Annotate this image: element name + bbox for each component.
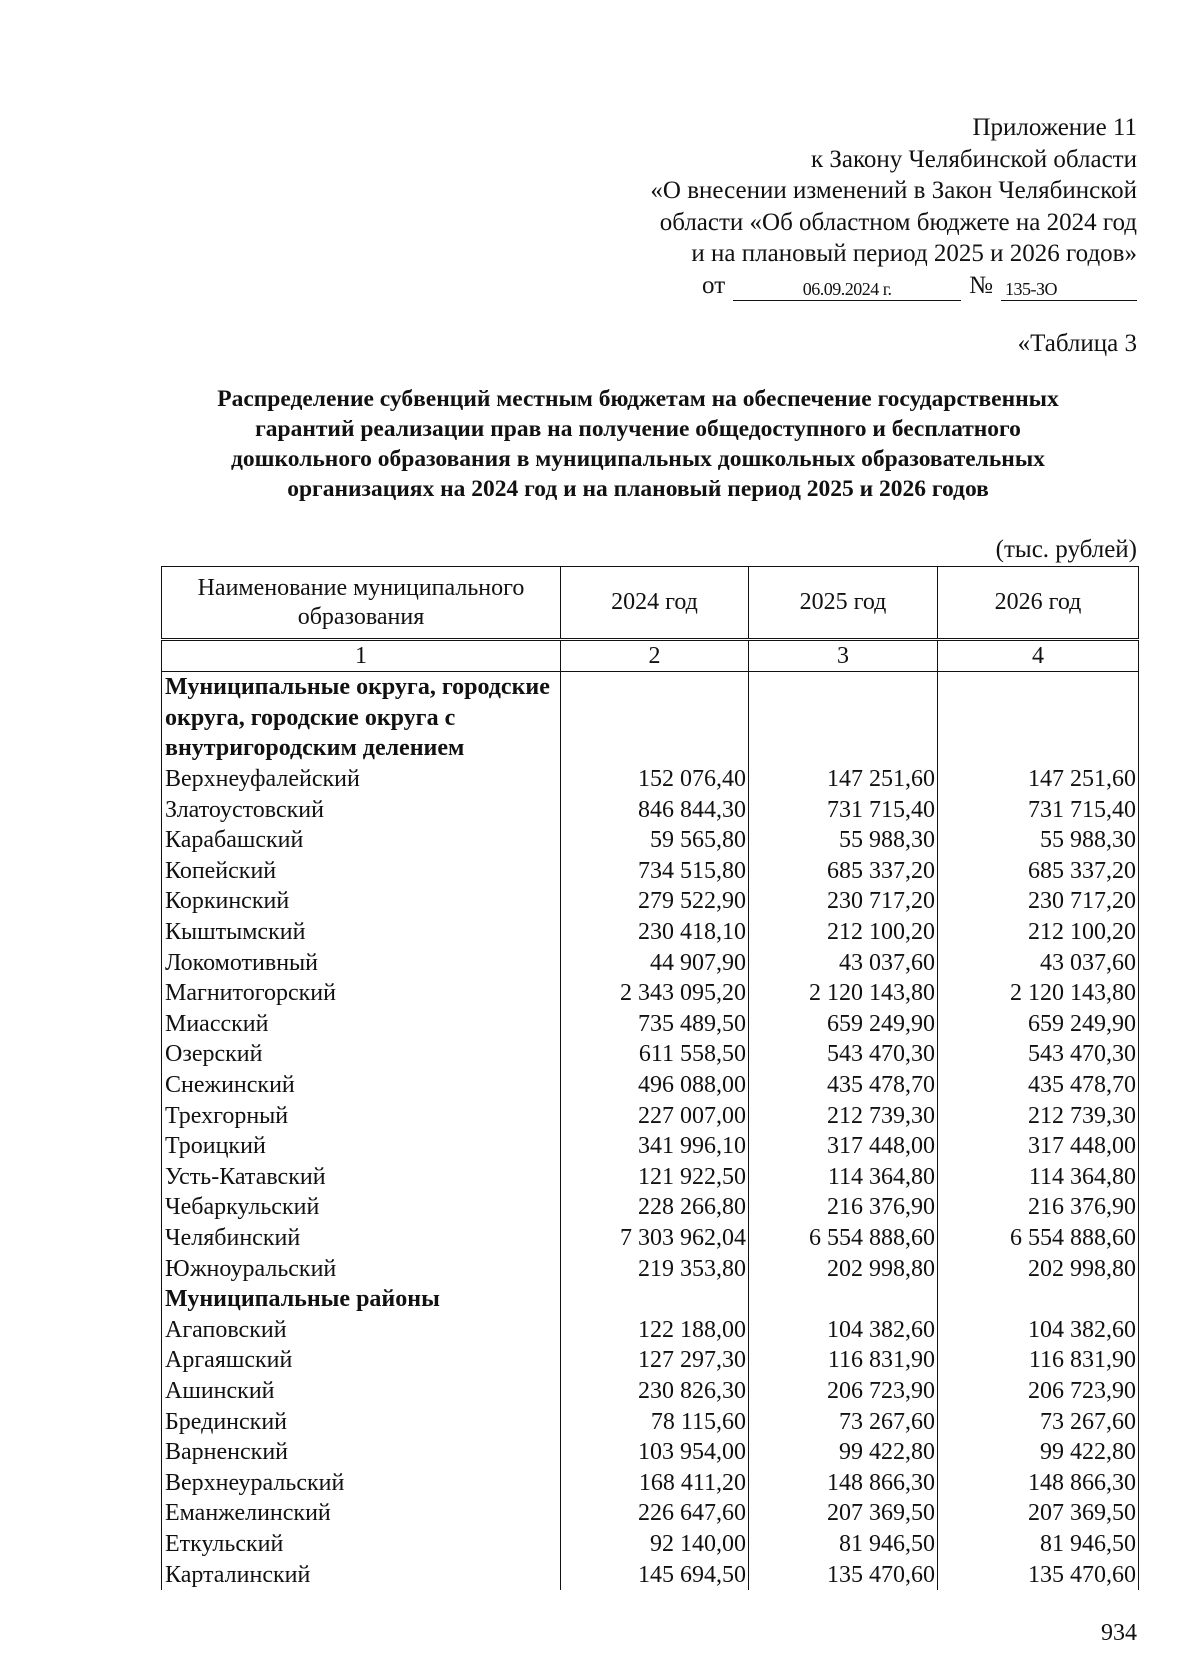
table-row [162,1100,1139,1131]
law-number: 135-ЗО [1001,278,1137,301]
table-row [162,1253,1139,1284]
table-row [162,1406,1139,1437]
table-row [162,1498,1139,1529]
value-2024: 230 418,10 [561,917,749,948]
municipality-name: Миасский [162,1009,561,1040]
column-number: 2 [561,640,749,672]
municipality-name: Чебаркульский [162,1192,561,1223]
group-title: Муниципальные округа, городские округа, городские округа с внутригородским делением [162,672,561,764]
table-row [162,947,1139,978]
municipality-name: Копейский [162,856,561,887]
value-2026: 212 739,30 [938,1100,1139,1131]
municipality-name: Варненский [162,1437,561,1468]
title-line: гарантий реализации прав на получение общедоступного и бесплатного [255,416,1021,442]
table-row [162,1223,1139,1254]
value-2025: 147 251,60 [749,764,938,795]
municipality-name: Кыштымский [162,917,561,948]
value-2024: 44 907,90 [561,947,749,978]
table-row [162,1192,1139,1223]
value-2025: 207 369,50 [749,1498,938,1529]
appendix-line: Приложение 11 [972,114,1137,141]
table-row [162,886,1139,917]
title-line: Распределение субвенций местным бюджетам на обеспечение государственных [217,386,1059,412]
value-2024: 734 515,80 [561,856,749,887]
value-2025: 114 364,80 [749,1162,938,1193]
table-row [162,1039,1139,1070]
value-2026: 104 382,60 [938,1314,1139,1345]
value-2026: 55 988,30 [938,825,1139,856]
municipality-name: Снежинский [162,1070,561,1101]
value-2025: 202 998,80 [749,1253,938,1284]
municipality-name: Еманжелинский [162,1498,561,1529]
value-2025: 212 100,20 [749,917,938,948]
value-2026: 116 831,90 [938,1345,1139,1376]
value-2025: 685 337,20 [749,856,938,887]
header-2025: 2025 год [749,567,938,640]
municipality-name: Троицкий [162,1131,561,1162]
empty-cell [561,672,749,764]
municipality-name: Коркинский [162,886,561,917]
municipality-name: Златоустовский [162,794,561,825]
value-2025: 43 037,60 [749,947,938,978]
value-2024: 228 266,80 [561,1192,749,1223]
value-2024: 2 343 095,20 [561,978,749,1009]
municipality-name: Озерский [162,1039,561,1070]
municipality-name: Верхнеуральский [162,1467,561,1498]
value-2026: 685 337,20 [938,856,1139,887]
value-2024: 7 303 962,04 [561,1223,749,1254]
value-2026: 435 478,70 [938,1070,1139,1101]
column-number: 4 [938,640,1139,672]
header-2026: 2026 год [938,567,1139,640]
number-label: № [969,271,993,299]
group-row [162,672,1139,764]
value-2026: 43 037,60 [938,947,1139,978]
value-2025: 55 988,30 [749,825,938,856]
value-2024: 122 188,00 [561,1314,749,1345]
value-2026: 73 267,60 [938,1406,1139,1437]
value-2026: 230 717,20 [938,886,1139,917]
municipality-name: Ашинский [162,1376,561,1407]
value-2025: 6 554 888,60 [749,1223,938,1254]
document-title [150,384,1126,504]
law-date: 06.09.2024 г. [733,278,961,301]
value-2025: 230 717,20 [749,886,938,917]
municipality-name: Карталинский [162,1559,561,1590]
value-2025: 99 422,80 [749,1437,938,1468]
value-2026: 81 946,50 [938,1529,1139,1560]
empty-cell [749,672,938,764]
value-2025: 73 267,60 [749,1406,938,1437]
table-row [162,1162,1139,1193]
appendix-line: области «Об областном бюджете на 2024 год [659,208,1137,236]
empty-cell [938,1284,1139,1315]
value-2025: 116 831,90 [749,1345,938,1376]
value-2024: 230 826,30 [561,1376,749,1407]
header-name: Наименование муниципального образования [162,567,561,640]
appendix-header [650,112,1137,301]
value-2024: 78 115,60 [561,1406,749,1437]
value-2024: 103 954,00 [561,1437,749,1468]
appendix-line: и на плановый период 2025 и 2026 годов» [691,240,1137,267]
table-header-row [162,567,1139,640]
table-row [162,1376,1139,1407]
value-2026: 659 249,90 [938,1009,1139,1040]
value-2025: 731 715,40 [749,794,938,825]
value-2024: 341 996,10 [561,1131,749,1162]
title-line: организациях на 2024 год и на плановый период 2025 и 2026 годов [287,476,989,502]
column-number: 1 [162,640,561,672]
value-2024: 227 007,00 [561,1100,749,1131]
value-2024: 735 489,50 [561,1009,749,1040]
value-2024: 168 411,20 [561,1467,749,1498]
units-label: (тыс. рублей) [995,536,1137,563]
table-row [162,764,1139,795]
table-row [162,1467,1139,1498]
table-row [162,825,1139,856]
value-2024: 127 297,30 [561,1345,749,1376]
value-2026: 114 364,80 [938,1162,1139,1193]
table-row [162,856,1139,887]
value-2024: 611 558,50 [561,1039,749,1070]
value-2026: 206 723,90 [938,1376,1139,1407]
municipality-name: Верхнеуфалейский [162,764,561,795]
subvention-table [161,566,1139,1590]
value-2026: 202 998,80 [938,1253,1139,1284]
value-2025: 659 249,90 [749,1009,938,1040]
law-date-number [650,270,1137,302]
value-2025: 104 382,60 [749,1314,938,1345]
value-2026: 148 866,30 [938,1467,1139,1498]
value-2026: 543 470,30 [938,1039,1139,1070]
table-row [162,917,1139,948]
value-2026: 216 376,90 [938,1192,1139,1223]
empty-cell [561,1284,749,1315]
value-2026: 147 251,60 [938,764,1139,795]
value-2025: 212 739,30 [749,1100,938,1131]
value-2024: 219 353,80 [561,1253,749,1284]
table-row [162,1314,1139,1345]
table-row [162,1070,1139,1101]
municipality-name: Еткульский [162,1529,561,1560]
value-2024: 145 694,50 [561,1559,749,1590]
value-2024: 152 076,40 [561,764,749,795]
value-2025: 216 376,90 [749,1192,938,1223]
value-2026: 99 422,80 [938,1437,1139,1468]
value-2026: 212 100,20 [938,917,1139,948]
municipality-name: Карабашский [162,825,561,856]
value-2025: 543 470,30 [749,1039,938,1070]
municipality-name: Магнитогорский [162,978,561,1009]
value-2026: 317 448,00 [938,1131,1139,1162]
value-2026: 2 120 143,80 [938,978,1139,1009]
value-2024: 92 140,00 [561,1529,749,1560]
value-2026: 6 554 888,60 [938,1223,1139,1254]
value-2025: 148 866,30 [749,1467,938,1498]
appendix-line: «О внесении изменений в Закон Челябинской [650,177,1137,204]
value-2026: 731 715,40 [938,794,1139,825]
appendix-line: к Закону Челябинской области [811,145,1137,173]
value-2024: 846 844,30 [561,794,749,825]
empty-cell [749,1284,938,1315]
page-number: 934 [1101,1620,1137,1646]
value-2024: 59 565,80 [561,825,749,856]
value-2025: 135 470,60 [749,1559,938,1590]
group-title: Муниципальные районы [162,1284,561,1315]
table-label: «Таблица 3 [1017,330,1137,357]
header-2024: 2024 год [561,567,749,640]
table-row [162,1529,1139,1560]
table-row [162,978,1139,1009]
table-row [162,1437,1139,1468]
municipality-name: Аргаяшский [162,1345,561,1376]
municipality-name: Южноуральский [162,1253,561,1284]
group-row [162,1284,1139,1315]
municipality-name: Брединский [162,1406,561,1437]
value-2024: 279 522,90 [561,886,749,917]
municipality-name: Агаповский [162,1314,561,1345]
municipality-name: Трехгорный [162,1100,561,1131]
value-2026: 207 369,50 [938,1498,1139,1529]
value-2025: 435 478,70 [749,1070,938,1101]
table-row [162,1559,1139,1590]
title-line: дошкольного образования в муниципальных дошкольных образовательных [231,446,1045,472]
table-row [162,1345,1139,1376]
value-2024: 121 922,50 [561,1162,749,1193]
column-number: 3 [749,640,938,672]
municipality-name: Локомотивный [162,947,561,978]
value-2025: 206 723,90 [749,1376,938,1407]
empty-cell [938,672,1139,764]
value-2025: 81 946,50 [749,1529,938,1560]
column-number-row [162,640,1139,672]
table-row [162,1131,1139,1162]
table-row [162,794,1139,825]
value-2024: 496 088,00 [561,1070,749,1101]
value-2025: 2 120 143,80 [749,978,938,1009]
value-2026: 135 470,60 [938,1559,1139,1590]
municipality-name: Усть-Катавский [162,1162,561,1193]
table-row [162,1009,1139,1040]
from-label: от [702,271,726,299]
municipality-name: Челябинский [162,1223,561,1254]
value-2024: 226 647,60 [561,1498,749,1529]
value-2025: 317 448,00 [749,1131,938,1162]
